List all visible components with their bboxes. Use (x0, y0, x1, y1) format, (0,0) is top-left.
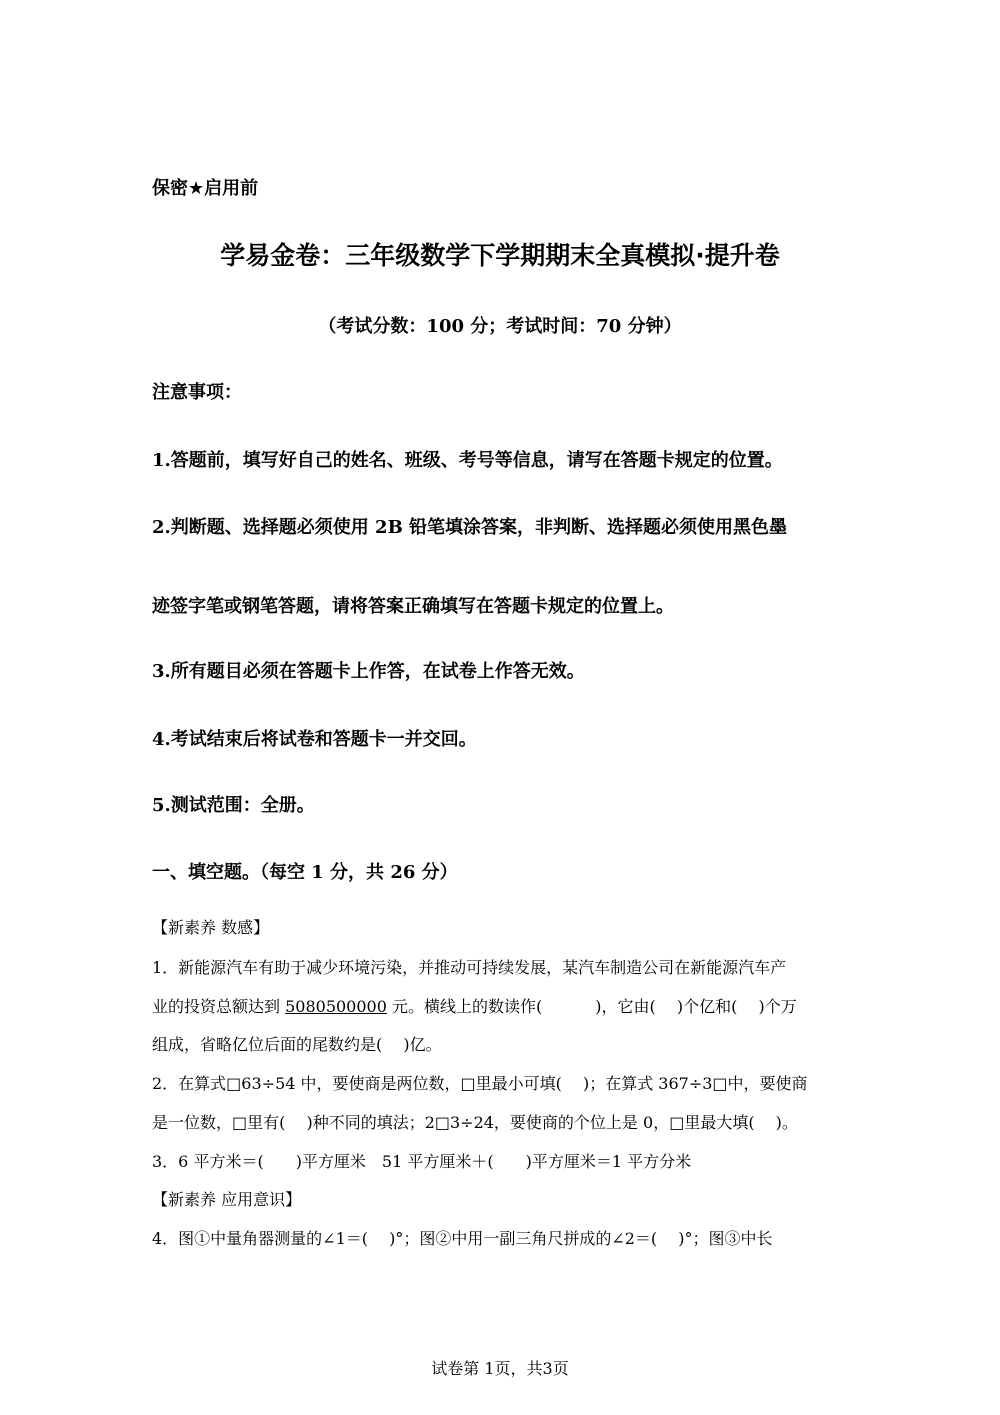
note-item-4: 4.考试结束后将试卷和答题卡一并交回。 (152, 729, 477, 750)
exam-info: （考试分数：100 分；考试时间：70 分钟） (318, 316, 682, 337)
note-item-5: 5.测试范围：全册。 (152, 795, 315, 816)
question-1-line-1: 1．新能源汽车有助于减少环境污染，并推动可持续发展，某汽车制造公司在新能源汽车产 (152, 958, 787, 977)
q1-text-pre: 业的投资总额达到 (152, 997, 286, 1016)
q1-text-post: 元。横线上的数读作( )，它由( )个亿和( )个万 (386, 997, 797, 1016)
question-4-line-1: 4．图①中量角器测量的∠1＝( )°；图②中用一副三角尺拼成的∠2＝( )°；图③中长 (152, 1229, 773, 1248)
question-1-line-2 (152, 994, 797, 1017)
tag-application: 【新素养 应用意识】 (152, 1190, 302, 1209)
tag-number-sense: 【新素养 数感】 (152, 918, 270, 937)
notes-heading: 注意事项： (152, 382, 242, 403)
q1-number: 5080500000 (285, 997, 387, 1016)
question-1-line-3: 组成，省略亿位后面的尾数约是( )亿。 (152, 1035, 442, 1054)
confidential-label: 保密★启用前 (152, 178, 259, 199)
page-footer: 试卷第 1页，共3页 (431, 1359, 569, 1378)
note-item-2-cont: 迹签字笔或钢笔答题，请将答案正确填写在答题卡规定的位置上。 (152, 596, 674, 617)
note-item-1: 1.答题前，填写好自己的姓名、班级、考号等信息，请写在答题卡规定的位置。 (152, 450, 783, 471)
note-item-3: 3.所有题目必须在答题卡上作答，在试卷上作答无效。 (152, 661, 585, 682)
exam-title: 学易金卷：三年级数学下学期期末全真模拟·提升卷 (220, 241, 780, 270)
question-2-line-2: 是一位数，□里有( )种不同的填法；2□3÷24，要使商的个位上是 0，□里最大填( )。 (152, 1113, 798, 1132)
question-2-line-1: 2．在算式□63÷54 中，要使商是两位数，□里最小可填( )；在算式 367÷3□中，要使商 (152, 1074, 808, 1093)
section-heading: 一、填空题。（每空 1 分，共 26 分） (152, 862, 458, 883)
question-3-line-1: 3．6 平方米＝( )平方厘米 51 平方厘米＋( )平方厘米＝1 平方分米 (152, 1152, 692, 1171)
note-item-2: 2.判断题、选择题必须使用 2B 铅笔填涂答案，非判断、选择题必须使用黑色墨 (152, 517, 788, 538)
